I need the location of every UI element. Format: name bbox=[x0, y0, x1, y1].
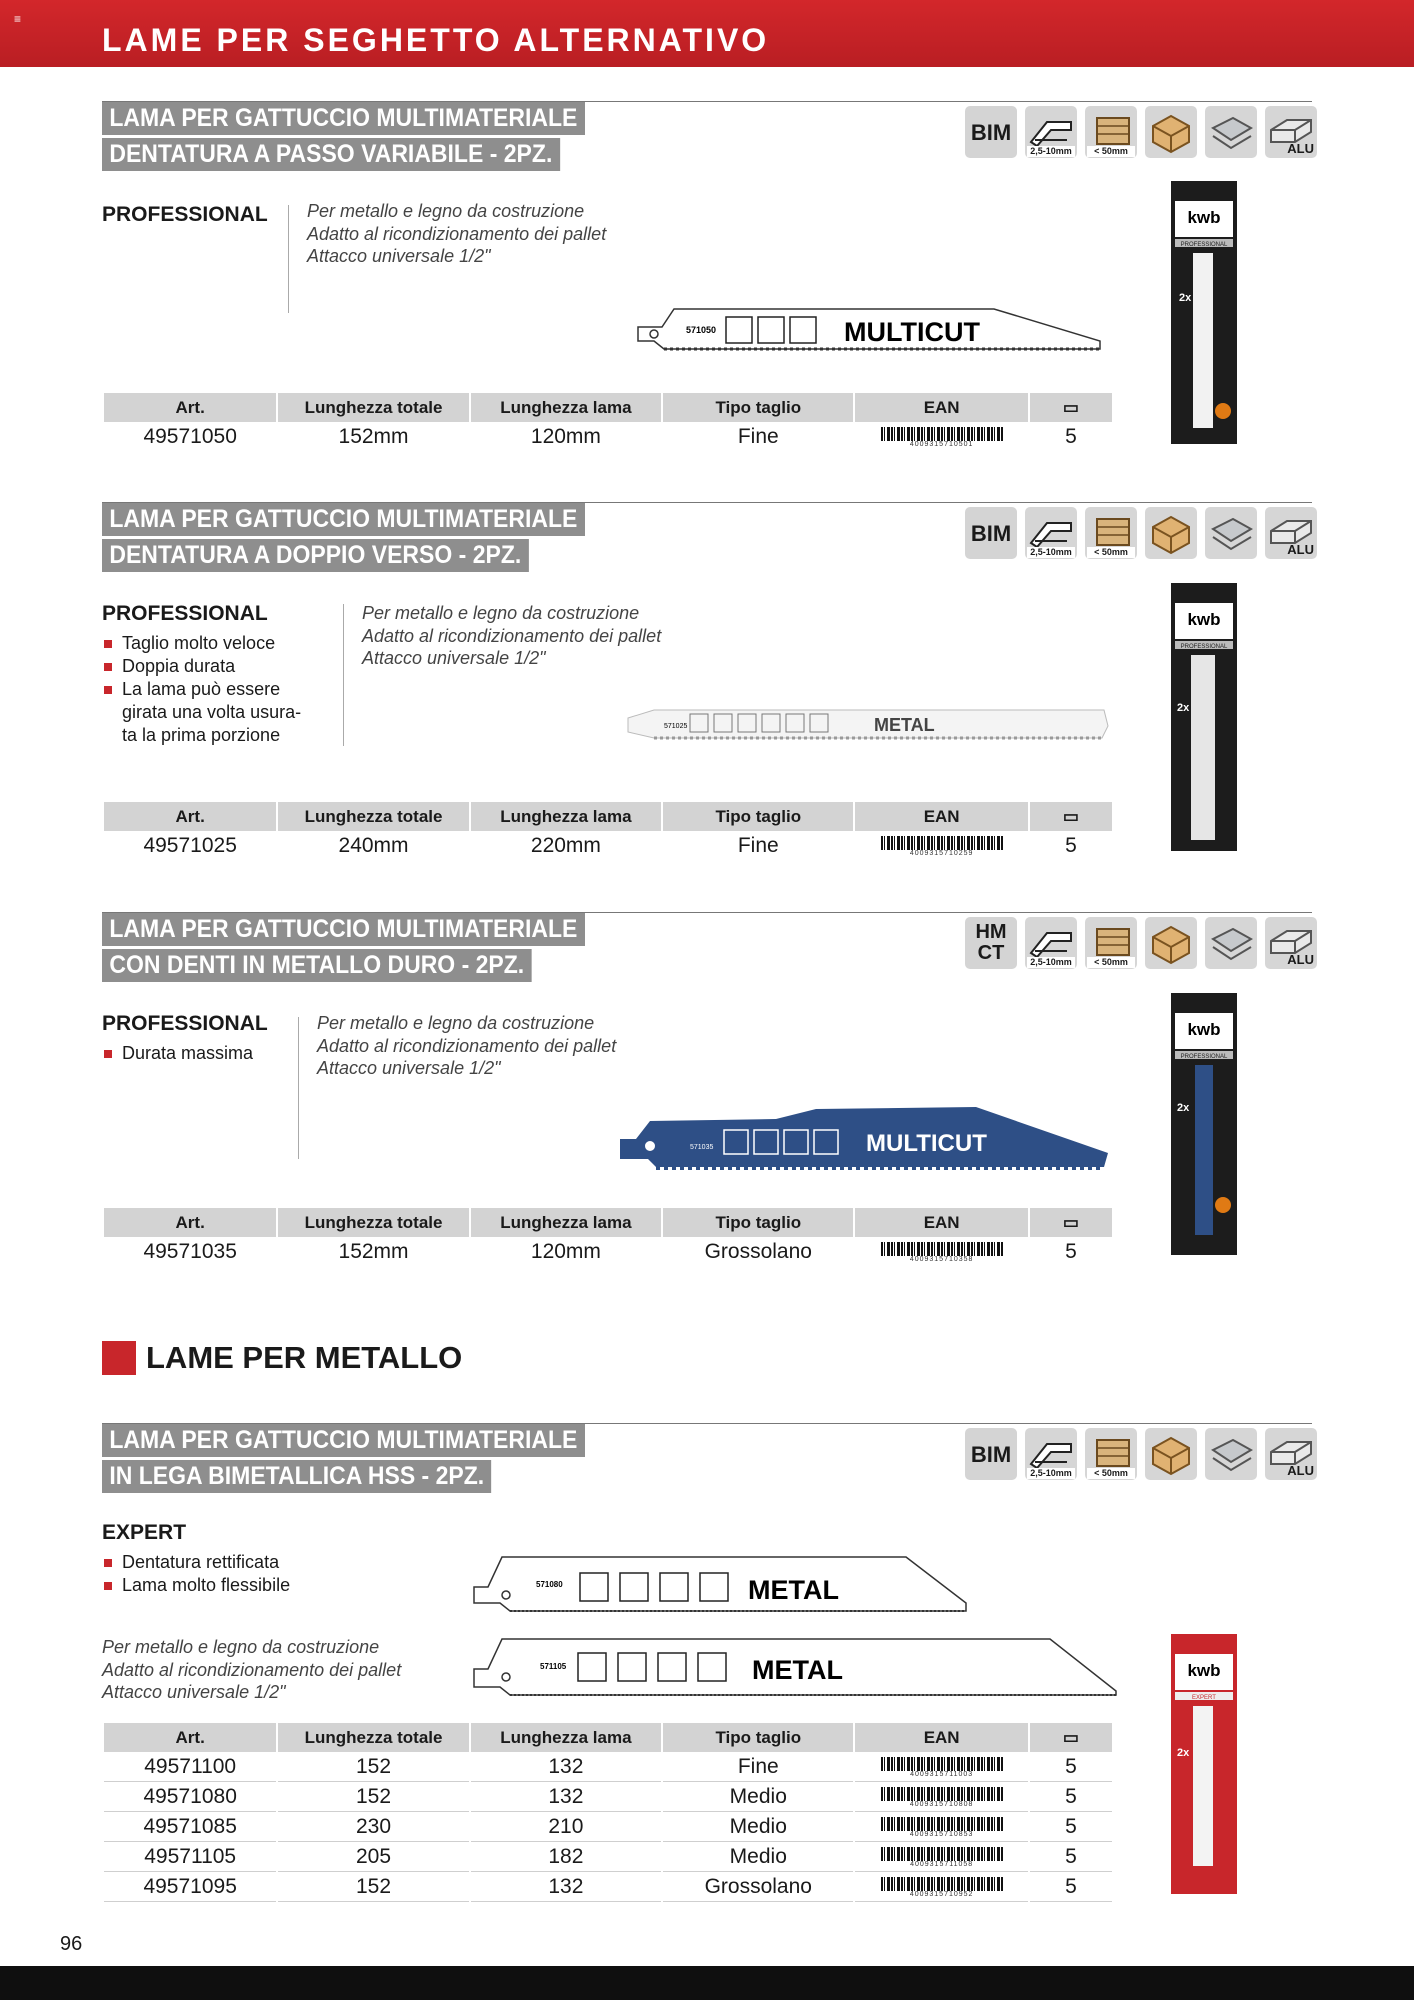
blade-image bbox=[624, 702, 1112, 750]
aluminium-profile-icon: ALU bbox=[1265, 917, 1317, 969]
barcode-icon: 4009315710358 bbox=[881, 1242, 1003, 1262]
blade-label: METAL bbox=[748, 1575, 839, 1605]
col-total-length: Lunghezza totale bbox=[278, 393, 468, 422]
blade-code: 571105 bbox=[540, 1662, 567, 1671]
col-art: Art. bbox=[104, 1723, 276, 1752]
spec-table bbox=[102, 802, 1114, 861]
table-row: 49571095 152 132 Grossolano 4009315710952 5 bbox=[104, 1872, 1112, 1902]
barcode-icon: 4009315710501 bbox=[881, 427, 1003, 447]
table-row: 49571025 240mm 220mm Fine 4009315710259 5 bbox=[143, 834, 1077, 858]
col-pack bbox=[1030, 802, 1112, 831]
col-total-length: Lunghezza totale bbox=[278, 1208, 468, 1237]
list-item: Doppia durata bbox=[102, 655, 301, 678]
feature-list bbox=[102, 632, 301, 747]
wood-icon: < 50mm bbox=[1085, 1428, 1137, 1480]
product-section-1 bbox=[0, 101, 1414, 461]
pallet-icon bbox=[1145, 1428, 1197, 1480]
feature-list bbox=[102, 1042, 253, 1065]
svg-text:EXPERT: EXPERT bbox=[1192, 1695, 1216, 1701]
barcode-icon: 4009315710808 bbox=[881, 1787, 1003, 1807]
table-row: 49571105 205 182 Medio 4009315711058 5 bbox=[104, 1842, 1112, 1872]
col-pack bbox=[1030, 1723, 1112, 1752]
product-title-line1: LAMA PER GATTUCCIO MULTIMATERIALE bbox=[102, 102, 585, 135]
red-square-icon bbox=[102, 1341, 136, 1375]
product-title-line2: DENTATURA A PASSO VARIABILE - 2PZ. bbox=[102, 138, 560, 171]
package-icon: ▭ bbox=[1062, 397, 1079, 417]
blade-label: MULTICUT bbox=[844, 317, 980, 347]
col-total-length: Lunghezza totale bbox=[278, 1723, 468, 1752]
col-art: Art. bbox=[104, 393, 276, 422]
col-ean: EAN bbox=[855, 1723, 1027, 1752]
col-art: Art. bbox=[104, 1208, 276, 1237]
bim-badge-icon: BIM bbox=[965, 507, 1017, 559]
list-item: Taglio molto veloce bbox=[102, 632, 301, 655]
barcode-icon: 4009315711003 bbox=[881, 1757, 1003, 1777]
metal-thickness-icon: 2,5-10mm bbox=[1025, 106, 1077, 158]
pallet-icon bbox=[1145, 106, 1197, 158]
table-row: 49571080 152 132 Medio 4009315710808 5 bbox=[104, 1782, 1112, 1812]
wood-icon: < 50mm bbox=[1085, 106, 1137, 158]
table-row: 49571035 152mm 120mm Grossolano 4009315710358 5 bbox=[143, 1240, 1077, 1264]
metal-thickness-icon: 2,5-10mm bbox=[1025, 917, 1077, 969]
col-pack bbox=[1030, 1208, 1112, 1237]
table-row: 49571050 152mm 120mm Fine 4009315710501 5 bbox=[143, 425, 1077, 449]
col-ean: EAN bbox=[855, 1208, 1027, 1237]
package-icon: ▭ bbox=[1062, 806, 1079, 826]
col-art: Art. bbox=[104, 802, 276, 831]
col-total-length: Lunghezza totale bbox=[278, 802, 468, 831]
pallet-icon bbox=[1145, 917, 1197, 969]
product-description: Per metallo e legno da costruzione Adatto al ricondizionamento dei pallet Attacco universale 1/2" bbox=[102, 1637, 402, 1702]
package-icon: ▭ bbox=[1062, 1212, 1079, 1232]
list-item: Dentatura rettificata bbox=[102, 1551, 290, 1574]
aluminium-profile-icon: ALU bbox=[1265, 1428, 1317, 1480]
hm-ct-badge-icon: HM CT bbox=[965, 917, 1017, 969]
category-heading bbox=[102, 1340, 462, 1376]
text-divider bbox=[288, 205, 289, 313]
table-row: 49571100 152 132 Fine 4009315711003 5 bbox=[104, 1752, 1112, 1782]
page-footer-band bbox=[0, 1966, 1414, 2000]
col-cut-type: Tipo taglio bbox=[663, 802, 853, 831]
blade-image bbox=[634, 301, 1104, 371]
product-section-3 bbox=[0, 912, 1414, 1272]
blade-image bbox=[616, 1097, 1112, 1179]
table-row: 49571085 230 210 Medio 4009315710853 5 bbox=[104, 1812, 1112, 1842]
product-section-4 bbox=[0, 1423, 1414, 1903]
page-number: 96 bbox=[60, 1933, 83, 1955]
col-blade-length: Lunghezza lama bbox=[471, 393, 661, 422]
blade-label: MULTICUT bbox=[866, 1130, 987, 1157]
aluminium-profile-icon: ALU bbox=[1265, 507, 1317, 559]
feature-list bbox=[102, 1551, 290, 1597]
grade-label: PROFESSIONAL bbox=[102, 1012, 268, 1035]
svg-text:2x: 2x bbox=[1177, 702, 1190, 714]
product-title-line2: IN LEGA BIMETALLICA HSS - 2PZ. bbox=[102, 1460, 492, 1493]
product-package-image bbox=[1171, 993, 1237, 1255]
col-cut-type: Tipo taglio bbox=[663, 1208, 853, 1237]
col-cut-type: Tipo taglio bbox=[663, 1723, 853, 1752]
product-package-image bbox=[1171, 181, 1237, 444]
barcode-icon: 4009315710853 bbox=[881, 1817, 1003, 1837]
sheet-metal-icon bbox=[1205, 917, 1257, 969]
col-blade-length: Lunghezza lama bbox=[471, 1723, 661, 1752]
svg-text:PROFESSIONAL: PROFESSIONAL bbox=[1180, 242, 1228, 248]
svg-text:PROFESSIONAL: PROFESSIONAL bbox=[1180, 1054, 1228, 1060]
svg-text:PROFESSIONAL: PROFESSIONAL bbox=[1180, 644, 1228, 650]
grade-label: PROFESSIONAL bbox=[102, 602, 268, 625]
blade-code: 571025 bbox=[664, 723, 688, 730]
svg-text:kwb: kwb bbox=[1187, 610, 1221, 629]
list-item: Lama molto flessibile bbox=[102, 1574, 290, 1597]
page-title: LAME PER SEGHETTO ALTERNATIVO bbox=[102, 22, 770, 58]
col-ean: EAN bbox=[855, 393, 1027, 422]
sheet-metal-icon bbox=[1205, 106, 1257, 158]
product-title-line2: DENTATURA A DOPPIO VERSO - 2PZ. bbox=[102, 539, 529, 572]
sheet-metal-icon bbox=[1205, 507, 1257, 559]
col-blade-length: Lunghezza lama bbox=[471, 1208, 661, 1237]
menu-icon[interactable]: ≡ bbox=[14, 12, 22, 26]
spec-table bbox=[102, 1208, 1114, 1267]
category-title: LAME PER METALLO bbox=[146, 1340, 463, 1375]
aluminium-profile-icon: ALU bbox=[1265, 106, 1317, 158]
svg-text:kwb: kwb bbox=[1187, 1661, 1221, 1680]
text-divider bbox=[343, 604, 344, 746]
svg-text:2x: 2x bbox=[1179, 292, 1192, 304]
bim-badge-icon: BIM bbox=[965, 106, 1017, 158]
material-icons bbox=[965, 917, 1317, 969]
svg-text:kwb: kwb bbox=[1187, 1020, 1221, 1039]
blade-code: 571035 bbox=[690, 1144, 714, 1151]
barcode-icon: 4009315710952 bbox=[881, 1877, 1003, 1897]
product-section-2 bbox=[0, 502, 1414, 862]
svg-text:kwb: kwb bbox=[1187, 208, 1221, 227]
spec-table bbox=[102, 1723, 1114, 1902]
material-icons bbox=[965, 106, 1317, 158]
col-blade-length: Lunghezza lama bbox=[471, 802, 661, 831]
material-icons bbox=[965, 1428, 1317, 1480]
blade-label: METAL bbox=[874, 715, 935, 735]
pallet-icon bbox=[1145, 507, 1197, 559]
product-title-line1: LAMA PER GATTUCCIO MULTIMATERIALE bbox=[102, 913, 585, 946]
metal-thickness-icon: 2,5-10mm bbox=[1025, 1428, 1077, 1480]
grade-label: PROFESSIONAL bbox=[102, 203, 268, 226]
metal-thickness-icon: 2,5-10mm bbox=[1025, 507, 1077, 559]
material-icons bbox=[965, 507, 1317, 559]
wood-icon: < 50mm bbox=[1085, 917, 1137, 969]
blade-code: 571080 bbox=[536, 1580, 563, 1589]
col-ean: EAN bbox=[855, 802, 1027, 831]
blade-image bbox=[470, 1553, 970, 1621]
barcode-icon: 4009315711058 bbox=[881, 1847, 1003, 1867]
package-icon: ▭ bbox=[1062, 1727, 1079, 1747]
list-item: La lama può essere girata una volta usura- ta la prima porzione bbox=[102, 678, 301, 747]
page-header bbox=[0, 0, 1414, 67]
barcode-icon: 4009315710259 bbox=[881, 836, 1003, 856]
spec-table bbox=[102, 393, 1114, 452]
col-pack bbox=[1030, 393, 1112, 422]
text-divider bbox=[298, 1017, 299, 1159]
product-title-line1: LAMA PER GATTUCCIO MULTIMATERIALE bbox=[102, 1424, 585, 1457]
svg-text:2x: 2x bbox=[1177, 1747, 1190, 1759]
col-cut-type: Tipo taglio bbox=[663, 393, 853, 422]
product-title-line1: LAMA PER GATTUCCIO MULTIMATERIALE bbox=[102, 503, 585, 536]
bim-badge-icon: BIM bbox=[965, 1428, 1017, 1480]
blade-image-long bbox=[470, 1635, 1120, 1705]
product-description: Per metallo e legno da costruzione Adatto al ricondizionamento dei pallet Attacco universale 1/2" bbox=[317, 1013, 617, 1078]
svg-text:2x: 2x bbox=[1177, 1102, 1190, 1114]
product-package-image bbox=[1171, 1634, 1237, 1894]
sheet-metal-icon bbox=[1205, 1428, 1257, 1480]
blade-label: METAL bbox=[752, 1655, 843, 1685]
product-description: Per metallo e legno da costruzione Adatto al ricondizionamento dei pallet Attacco universale 1/2" bbox=[362, 603, 662, 668]
list-item: Durata massima bbox=[102, 1042, 253, 1065]
product-title-line2: CON DENTI IN METALLO DURO - 2PZ. bbox=[102, 949, 532, 982]
wood-icon: < 50mm bbox=[1085, 507, 1137, 559]
product-package-image bbox=[1171, 583, 1237, 851]
grade-label: EXPERT bbox=[102, 1521, 187, 1544]
blade-code: 571050 bbox=[686, 325, 717, 335]
product-description: Per metallo e legno da costruzione Adatto al ricondizionamento dei pallet Attacco universale 1/2" bbox=[307, 201, 607, 266]
